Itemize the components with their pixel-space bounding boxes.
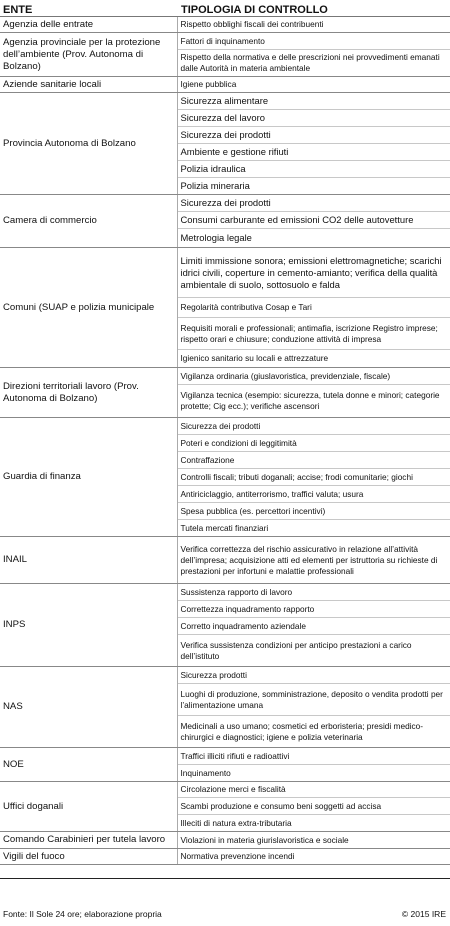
tipologia-cell: Sicurezza dei prodotti [177,127,450,144]
table-row [0,849,450,865]
tipologia-cell: Sussistenza rapporto di lavoro [177,584,450,601]
ente-cell: Provincia Autonoma di Bolzano [0,93,177,195]
table-row [0,584,450,601]
copyright-note: © 2015 IRE [401,909,446,919]
table-row [0,77,450,93]
ente-cell: Direzioni territoriali lavoro (Prov. Autonoma di Bolzano) [0,368,177,418]
table-row [0,195,450,212]
tipologia-cell: Violazioni in materia giurislavoristica e sociale [177,832,450,849]
tipologia-cell: Sicurezza dei prodotti [177,195,450,212]
tipologia-cell: Verifica sussistenza condizioni per anticipo prestazioni a carico dell’istituto [177,635,450,667]
column-header-ente: ENTE [0,0,177,17]
tipologia-cell: Correttezza inquadramento rapporto [177,601,450,618]
table-row [0,368,450,385]
table-row [0,248,450,298]
ente-cell: Comando Carabinieri per tutela lavoro [0,832,177,849]
tipologia-cell: Inquinamento [177,765,450,782]
tipologia-cell: Vigilanza tecnica (esempio: sicurezza, tutela donne e minori; categorie protette; Cig ecc.); verifiche ascensori [177,385,450,418]
tipologia-cell: Igiene pubblica [177,77,450,93]
tipologia-cell: Circolazione merci e fiscalità [177,782,450,798]
ente-cell: Uffici doganali [0,782,177,832]
tipologia-cell: Rispetto obblighi fiscali dei contribuenti [177,17,450,33]
ente-cell: Vigili del fuoco [0,849,177,865]
ente-cell: Agenzia delle entrate [0,17,177,33]
table-row [0,418,450,435]
tipologia-cell: Luoghi di produzione, somministrazione, deposito o vendita prodotti per l’alimentazione umana [177,684,450,716]
tipologia-cell: Corretto inquadramento aziendale [177,618,450,635]
table-row [0,748,450,765]
ente-cell: NAS [0,667,177,748]
tipologia-cell: Sicurezza alimentare [177,93,450,110]
tipologia-cell: Verifica correttezza del rischio assicurativo in relazione all’attività dell’impresa; acquisizione atti ed elementi per istruttoria su richieste di prestazioni per infortuni e malattie professionali [177,537,450,584]
tipologia-cell: Polizia mineraria [177,178,450,195]
tipologia-cell: Polizia idraulica [177,161,450,178]
tipologia-cell: Illeciti di natura extra-tributaria [177,815,450,832]
tipologia-cell: Tutela mercati finanziari [177,520,450,537]
tipologia-cell: Normativa prevenzione incendi [177,849,450,865]
ente-cell: Camera di commercio [0,195,177,248]
bottom-rule [0,878,450,879]
tipologia-cell: Igienico sanitario su locali e attrezzature [177,350,450,368]
table-row [0,33,450,50]
ente-cell: Aziende sanitarie locali [0,77,177,93]
tipologia-cell: Medicinali a uso umano; cosmetici ed erboristeria; presidi medico-chirurgici e diagnostici; igiene e polizia veterinaria [177,716,450,748]
tipologia-cell: Vigilanza ordinaria (giuslavoristica, previdenziale, fiscale) [177,368,450,385]
table-row [0,782,450,798]
tipologia-cell: Antiriciclaggio, antiterrorismo, traffici valuta; usura [177,486,450,503]
ente-cell: Guardia di finanza [0,418,177,537]
table-row [0,93,450,110]
ente-cell: NOE [0,748,177,782]
ente-cell: Comuni (SUAP e polizia municipale [0,248,177,368]
tipologia-cell: Requisiti morali e professionali; antimafia, iscrizione Registro imprese; rispetto orari e chiusure; conduzione attività di impresa [177,318,450,350]
tipologia-cell: Sicurezza del lavoro [177,110,450,127]
tipologia-cell: Metrologia legale [177,229,450,248]
table-row [0,17,450,33]
table-header-row [0,0,450,17]
table-row [0,537,450,584]
ente-cell: Agenzia provinciale per la protezione dell’ambiente (Prov. Autonoma di Bolzano) [0,33,177,77]
ente-cell: INAIL [0,537,177,584]
tipologia-cell: Controlli fiscali; tributi doganali; accise; frodi comunitarie; giochi [177,469,450,486]
tipologia-cell: Consumi carburante ed emissioni CO2 delle autovetture [177,212,450,229]
table-row [0,832,450,849]
tipologia-cell: Poteri e condizioni di leggitimità [177,435,450,452]
table-row [0,667,450,684]
tipologia-cell: Contraffazione [177,452,450,469]
ente-cell: INPS [0,584,177,667]
tipologia-cell: Rispetto della normativa e delle prescrizioni nei provvedimenti emanati dalle Autorità in materia ambientale [177,50,450,77]
tipologia-cell: Regolarità contributiva Cosap e Tari [177,298,450,318]
tipologia-cell: Traffici illiciti rifiuti e radioattivi [177,748,450,765]
tipologia-cell: Ambiente e gestione rifiuti [177,144,450,161]
column-header-tipologia: TIPOLOGIA DI CONTROLLO [177,0,450,17]
tipologia-cell: Sicurezza prodotti [177,667,450,684]
tipologia-cell: Spesa pubblica (es. percettori incentivi) [177,503,450,520]
source-note: Fonte: Il Sole 24 ore; elaborazione propria [3,909,162,919]
tipologia-cell: Limiti immissione sonora; emissioni elettromagnetiche; scarichi idrici civili, coperture in cemento-amianto; verifica della qualità ambientale di suolo, sottosuolo e falda [177,248,450,298]
tipologia-cell: Scambi produzione e consumo beni soggetti ad accisa [177,798,450,815]
tipologia-cell: Fattori di inquinamento [177,33,450,50]
tipologia-cell: Sicurezza dei prodotti [177,418,450,435]
table-body [0,17,450,865]
